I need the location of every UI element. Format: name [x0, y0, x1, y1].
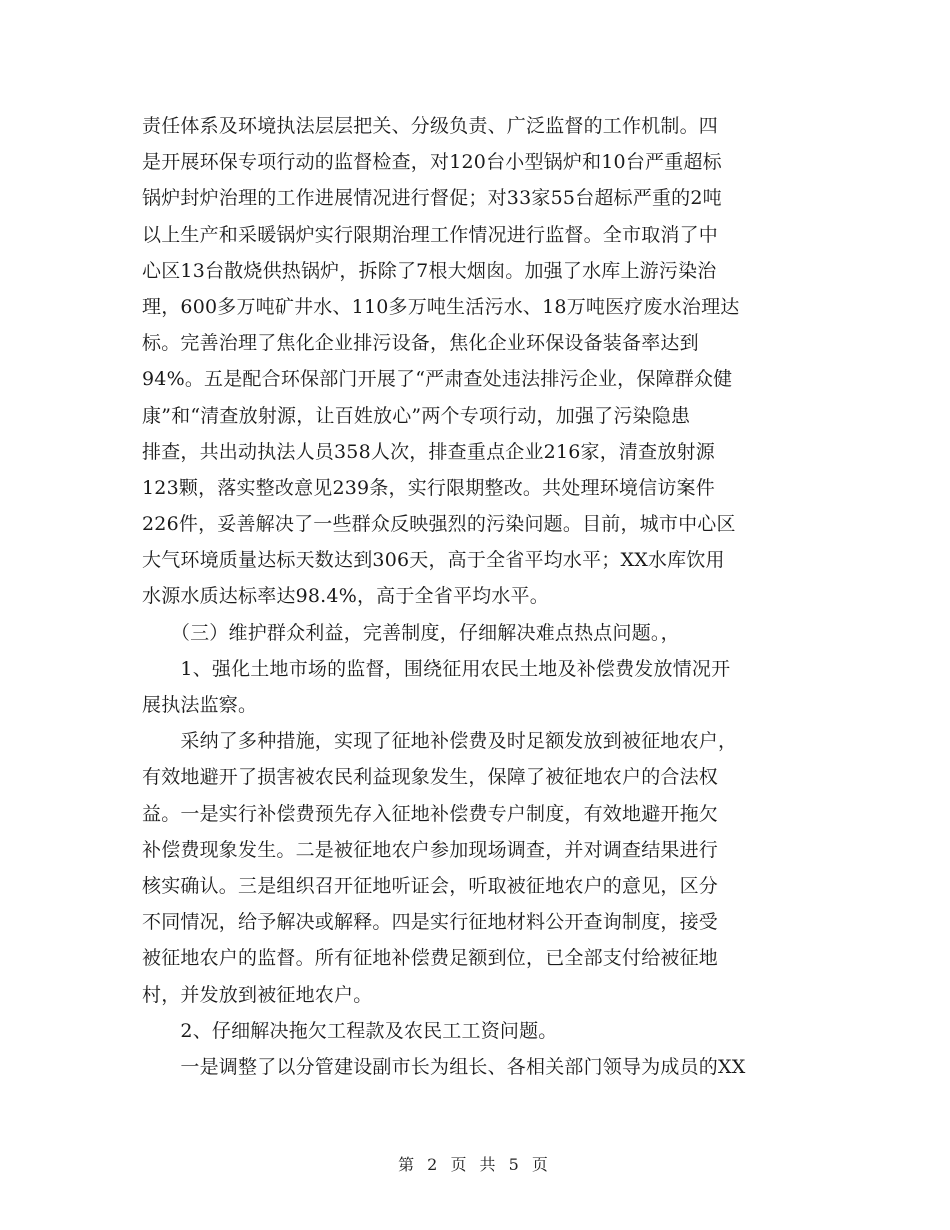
text-line: 一是调整了以分管建设副市长为组长、各相关部门领导为成员的XX	[142, 1055, 746, 1078]
text-line: 是开展环保专项行动的监督检查，对120台小型锅炉和10台严重超标	[142, 151, 722, 174]
subsection-heading: 1、强化土地市场的监督，围绕征用农民土地及补偿费发放情况开	[142, 657, 731, 680]
text-line: 94%。五是配合环保部门开展了“严肃查处违法排污企业，保障群众健	[142, 368, 733, 391]
text-line: 采纳了多种措施，实现了征地补偿费及时足额发放到被征地农户，	[142, 730, 738, 753]
text-line: 不同情况，给予解决或解释。四是实行征地材料公开查询制度，接受	[142, 911, 719, 934]
body-text	[142, 108, 828, 1085]
text-line: 理，600多万吨矿井水、110多万吨生活污水、18万吨医疗废水治理达	[142, 295, 740, 318]
text-line: 以上生产和采暖锅炉实行限期治理工作情况进行监督。全市取消了中	[142, 223, 719, 246]
text-line: 锅炉封炉治理的工作进展情况进行督促；对33家55台超标严重的2吨	[142, 187, 722, 210]
text-line: 责任体系及环境执法层层把关、分级负责、广泛监督的工作机制。四	[142, 115, 719, 137]
text-line: 核实确认。三是组织召开征地听证会，听取被征地农户的意见，区分	[142, 874, 719, 897]
text-line: 村，并发放到被征地农户。	[142, 983, 373, 1006]
subsection-heading: 展执法监察。	[142, 694, 258, 716]
text-line: 补偿费现象发生。二是被征地农户参加现场调查，并对调查结果进行	[142, 838, 719, 861]
text-line: 排查，共出动执法人员358人次，排查重点企业216家，清查放射源	[142, 440, 715, 463]
text-line: 123颗，落实整改意见239条，实行限期整改。共处理环境信访案件	[142, 476, 715, 499]
text-line: 康”和“清查放射源，让百姓放心”两个专项行动，加强了污染隐患	[142, 404, 691, 427]
text-line: 有效地避开了损害被农民利益现象发生，保障了被征地农户的合法权	[142, 766, 719, 789]
text-line: 益。一是实行补偿费预先存入征地补偿费专户制度，有效地避开拖欠	[142, 802, 719, 825]
text-line: 水源水质达标率达98.4%，高于全省平均水平。	[142, 585, 549, 608]
text-line: 标。完善治理了焦化企业排污设备，焦化企业环保设备装备率达到	[142, 332, 699, 355]
section-heading: （三）维护群众利益，完善制度，仔细解决难点热点问题。，	[142, 621, 680, 644]
text-line: 226件，妥善解决了一些群众反映强烈的污染问题。目前，城市中心区	[142, 513, 736, 536]
text-line: 心区13台散烧供热锅炉，拆除了7根大烟囱。加强了水库上游污染治	[142, 259, 717, 282]
page-number-footer: 第 2 页 共 5 页	[398, 1155, 552, 1174]
text-line: 大气环境质量达标天数达到306天，高于全省平均水平；XX水库饮用	[142, 549, 725, 572]
text-line: 被征地农户的监督。所有征地补偿费足额到位，已全部支付给被征地	[142, 947, 719, 970]
subsection-heading: 2、仔细解决拖欠工程款及农民工工资问题。	[142, 1019, 558, 1042]
